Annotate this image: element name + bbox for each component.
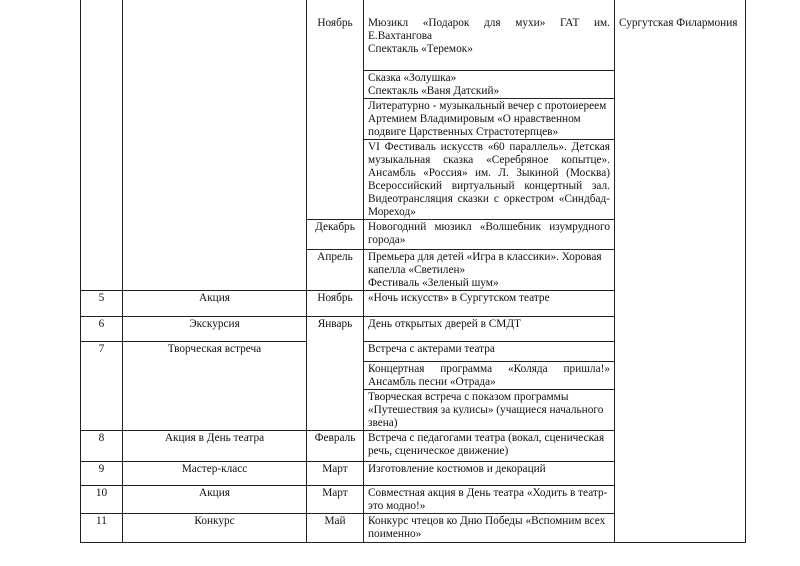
type-cell: Акция [123,290,307,316]
event-cell: Совместная акция в День театра «Ходить в театр-это модно!» [364,485,615,513]
event-cell: День открытых дверей в СМДТ [364,316,615,341]
event-line: Мюзикл «Подарок для мухи» ГАТ им. Е.Вахтангова [368,17,610,42]
event-line: Спектакль «Теремок» [368,43,473,55]
num-cell: 11 [81,513,123,542]
table-row [81,0,746,70]
type-cell [123,0,307,290]
event-cell: Изготовление костюмов и декораций [364,461,615,485]
month-cell: Март [307,461,364,485]
event-cell: Концертная программа «Коляда пришла!» Ансамбль песни «Отрада» [364,361,615,389]
event-cell: Новогодний мюзикл «Волшебник изумрудного города» [364,219,615,249]
event-cell: «Ночь искусств» в Сургутском театре [364,290,615,316]
type-cell: Конкурс [123,513,307,542]
month-cell: Март [307,485,364,513]
month-cell: Апрель [307,249,364,290]
event-cell: Творческая встреча с показом программы «Путешествия за кулисы» (учащиеся начального звена) [364,389,615,430]
type-cell: Экскурсия [123,316,307,341]
month-cell: Ноябрь [307,0,364,219]
event-cell [364,70,615,98]
event-line: Спектакль «Ваня Датский» [368,84,500,97]
month-cell: Ноябрь [307,290,364,316]
month-cell: Январь [307,316,364,430]
month-cell: Декабрь [307,219,364,249]
type-cell: Мастер-класс [123,461,307,485]
num-cell: 6 [81,316,123,341]
num-cell [81,0,123,290]
event-cell: Конкурс чтецов ко Дню Победы «Вспомним всех поименно» [364,513,615,542]
event-cell: Встреча с педагогами театра (вокал, сценическая речь, сценическое движение) [364,430,615,461]
type-cell: Акция [123,485,307,513]
event-line: Сказка «Золушка» [368,71,457,84]
event-line: Премьера для детей «Игра в классики». Хоровая капелла «Светилен» [368,250,602,276]
num-cell: 10 [81,485,123,513]
num-cell: 5 [81,290,123,316]
event-cell [364,249,615,290]
type-cell: Творческая встреча [123,341,307,430]
num-cell: 8 [81,430,123,461]
event-cell: Литературно - музыкальный вечер с протоиереем Артемием Владимировым «О нравственном подвиге Царственных Страстотерпцев» [364,98,615,139]
month-cell: Май [307,513,364,542]
month-cell: Февраль [307,430,364,461]
num-cell: 7 [81,341,123,430]
type-cell: Акция в День театра [123,430,307,461]
events-table [80,0,746,543]
venue-cell: Сургутская Филармония [615,0,746,542]
num-cell: 9 [81,461,123,485]
event-cell: Встреча с актерами театра [364,341,615,361]
event-line: Фестиваль «Зеленый шум» [368,276,499,289]
event-cell: VI Фестиваль искусств «60 параллель». Детская музыкальная сказка «Серебряное копытце». Ансамбль «Россия» им. Л. Зыкиной (Москва) Всероссийский виртуальный концертный зал. Видеотрансляция сказки с оркестром «Синдбад-Мореход» [364,139,615,219]
event-cell [364,0,615,70]
